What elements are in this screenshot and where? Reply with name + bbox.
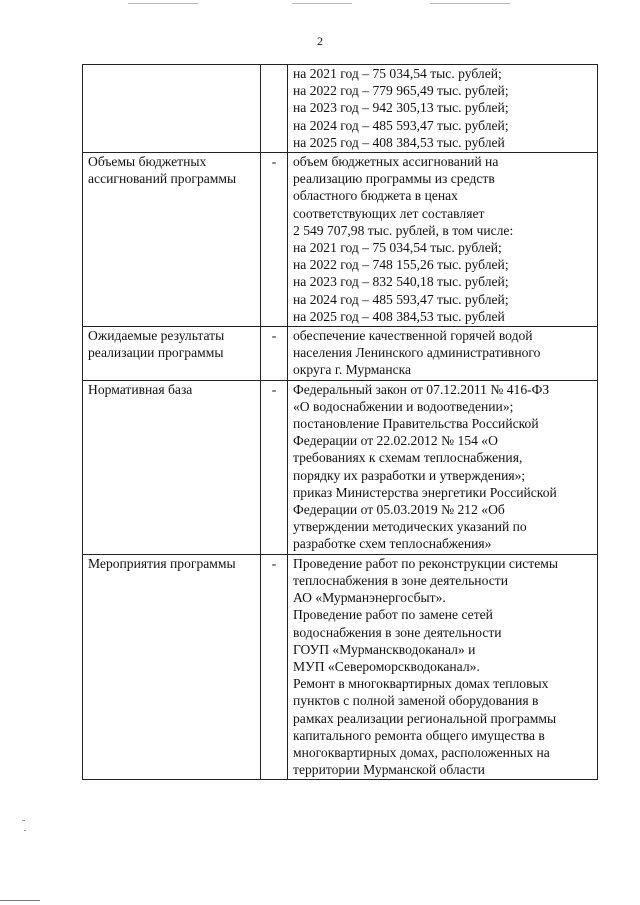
value-line: территории Мурманской области xyxy=(293,762,485,778)
row-value-cell xyxy=(288,153,598,327)
value-line: на 2024 год – 485 593,47 тыс. рублей; xyxy=(293,117,509,133)
row-value-cell xyxy=(288,554,598,780)
row-value-cell xyxy=(288,65,598,153)
table-row-expected-results xyxy=(83,327,598,381)
row-name-cell xyxy=(83,153,261,327)
value-line: обеспечение качественной горячей водой xyxy=(293,328,533,344)
value-line: населения Ленинского административного xyxy=(293,345,541,361)
value-line: разработке схем теплоснабжения» xyxy=(293,536,492,552)
scan-artifact xyxy=(24,830,26,831)
value-line: теплоснабжения в зоне деятельности xyxy=(293,572,508,588)
value-line: «О водоснабжении и водоотведении»; xyxy=(293,398,514,414)
value-line: порядку их разработки и утверждения»; xyxy=(293,467,526,483)
value-line: рамках реализации региональной программы xyxy=(293,710,557,726)
scan-top-rule xyxy=(292,3,352,4)
value-line: на 2025 год – 408 384,53 тыс. рублей xyxy=(293,134,505,150)
name-line: реализации программы xyxy=(88,345,224,361)
value-line: Федеральный закон от 07.12.2011 № 416-ФЗ xyxy=(293,381,550,397)
table-row-program-activities xyxy=(83,554,598,780)
value-line: ГОУП «Мурманскводоканал» и xyxy=(293,641,476,657)
value-line: на 2025 год – 408 384,53 тыс. рублей xyxy=(293,308,505,324)
table-row-budget-allocations xyxy=(83,153,598,327)
value-line: МУП «Североморскводоканал». xyxy=(293,658,480,674)
value-line: Проведение работ по реконструкции системы xyxy=(293,555,558,571)
row-dash-cell: - xyxy=(261,327,288,381)
scan-artifact xyxy=(0,900,40,901)
row-dash-cell xyxy=(261,65,288,153)
value-line: Проведение работ по замене сетей xyxy=(293,607,493,623)
table-row-funding-continued xyxy=(83,65,598,153)
value-line: областного бюджета в ценах xyxy=(293,188,458,204)
value-line: на 2023 год – 832 540,18 тыс. рублей; xyxy=(293,274,509,290)
value-line: Федерации от 05.03.2019 № 212 «Об xyxy=(293,502,505,518)
value-line: капитального ремонта общего имущества в xyxy=(293,727,545,743)
value-line: утверждении методических указаний по xyxy=(293,519,527,535)
value-line: объем бюджетных ассигнований на xyxy=(293,154,499,170)
row-value-cell xyxy=(288,380,598,554)
name-line: Ожидаемые результаты xyxy=(88,328,225,344)
value-line: Ремонт в многоквартирных домах тепловых xyxy=(293,676,549,692)
value-line: Федерации от 22.02.2012 № 154 «О xyxy=(293,433,498,449)
page-number: 2 xyxy=(317,34,323,48)
name-line: Объемы бюджетных xyxy=(88,154,207,170)
value-line: округа г. Мурманска xyxy=(293,362,412,378)
row-dash-cell: - xyxy=(261,554,288,780)
value-line: многоквартирных домах, расположенных на xyxy=(293,744,550,760)
value-line: требованиях к схемам теплоснабжения, xyxy=(293,450,523,466)
row-name-cell xyxy=(83,380,261,554)
value-line: приказ Министерства энергетики Российской xyxy=(293,484,557,500)
value-line: на 2022 год – 748 155,26 тыс. рублей; xyxy=(293,257,509,273)
row-name-cell xyxy=(83,327,261,381)
program-passport-table xyxy=(82,64,598,780)
row-name-cell xyxy=(83,554,261,780)
scan-top-rule xyxy=(128,3,198,4)
value-line: АО «Мурманэнергосбыт». xyxy=(293,590,446,606)
row-dash-cell: - xyxy=(261,153,288,327)
name-line: Мероприятия программы xyxy=(88,555,236,571)
name-line: ассигнований программы xyxy=(88,171,237,187)
value-line: на 2021 год – 75 034,54 тыс. рублей; xyxy=(293,66,502,81)
value-line: водоснабжения в зоне деятельности xyxy=(293,624,502,640)
scan-artifact xyxy=(22,820,25,821)
value-line: 2 549 707,98 тыс. рублей, в том числе: xyxy=(293,222,514,238)
name-line: Нормативная база xyxy=(88,381,193,397)
table-row-legal-basis xyxy=(83,380,598,554)
value-line: реализацию программы из средств xyxy=(293,171,495,187)
row-name-cell xyxy=(83,65,261,153)
row-dash-cell: - xyxy=(261,380,288,554)
value-line: постановление Правительства Российской xyxy=(293,416,539,432)
value-line: соответствующих лет составляет xyxy=(293,205,485,221)
value-line: на 2022 год – 779 965,49 тыс. рублей; xyxy=(293,83,509,99)
row-value-cell xyxy=(288,327,598,381)
value-line: на 2024 год – 485 593,47 тыс. рублей; xyxy=(293,291,509,307)
value-line: на 2023 год – 942 305,13 тыс. рублей; xyxy=(293,100,509,116)
value-line: пунктов с полной заменой оборудования в xyxy=(293,693,539,709)
value-line: на 2021 год – 75 034,54 тыс. рублей; xyxy=(293,240,502,256)
scan-top-rule xyxy=(430,3,510,4)
